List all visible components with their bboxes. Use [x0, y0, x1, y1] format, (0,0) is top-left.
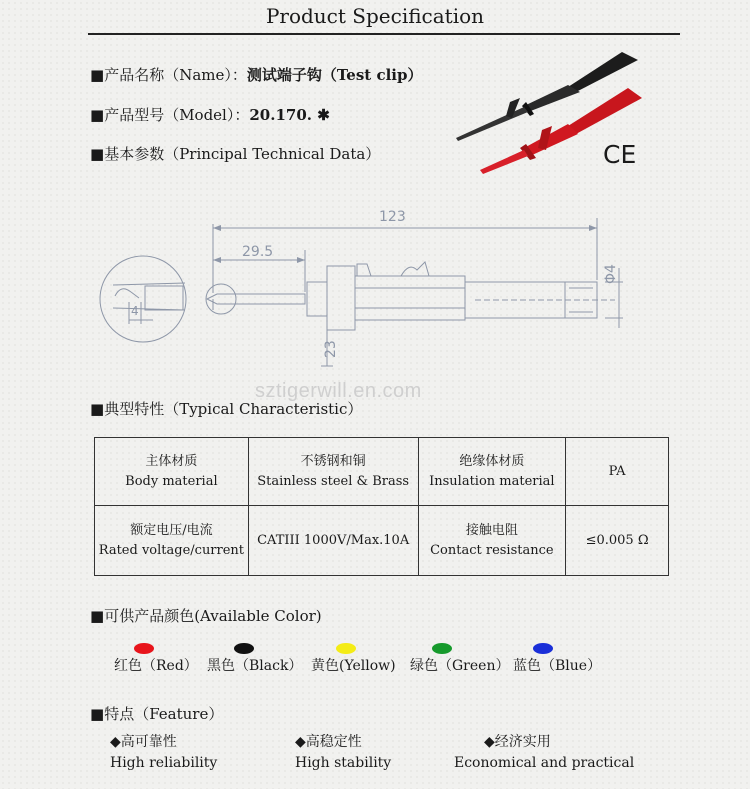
product-model-row: [90, 104, 330, 125]
ce-mark-icon: CE: [603, 140, 637, 169]
black-clip-icon: [456, 52, 638, 141]
yellow-swatch-icon: [336, 643, 356, 654]
table-cell: 接触电阻 Contact resistance: [418, 506, 566, 576]
typical-heading: [90, 398, 362, 419]
square-bullet-icon: ■: [90, 400, 105, 418]
color-label-yellow: 黄色(Yellow): [311, 658, 396, 674]
square-bullet-icon: ■: [90, 106, 105, 124]
feature-item: ◆经济实用 Economical and practical: [454, 734, 635, 771]
square-bullet-icon: ■: [90, 66, 105, 84]
black-swatch-icon: [234, 643, 254, 654]
typical-label: 典型特性（Typical Characteristic）: [104, 400, 363, 418]
spec-table: [94, 437, 669, 576]
feature-label: 特点（Feature）: [104, 705, 224, 723]
square-bullet-icon: ■: [90, 145, 105, 163]
green-swatch-icon: [432, 643, 452, 654]
table-cell: CATIII 1000V/Max.10A: [248, 506, 418, 576]
dim-total-length: 123: [379, 209, 406, 225]
red-swatch-icon: [134, 643, 154, 654]
color-label-green: 绿色（Green）: [410, 658, 510, 674]
model-label: 产品型号（Model）：: [104, 106, 250, 124]
params-heading: [90, 143, 380, 164]
model-value: 20.170. ✱: [249, 106, 330, 124]
product-name-row: [90, 64, 422, 85]
dim-diameter: Φ4: [603, 264, 619, 284]
square-bullet-icon: ■: [90, 607, 105, 625]
feature-heading: [90, 703, 223, 724]
page-title: Product Specification: [265, 4, 485, 28]
name-value: 测试端子钩（Test clip）: [246, 66, 423, 84]
table-cell: 额定电压/电流 Rated voltage/current: [95, 506, 249, 576]
dim-tip-length: 29.5: [242, 244, 274, 260]
feature-item: ◆高稳定性 High stability: [295, 734, 392, 771]
dim-height: 23: [323, 340, 339, 358]
detail-circle: [100, 256, 186, 342]
feature-item: ◆高可靠性 High reliability: [110, 734, 218, 771]
color-label-red: 红色（Red）: [114, 658, 198, 674]
table-cell: ≤0.005 Ω: [566, 506, 669, 576]
colors-heading: [90, 605, 322, 626]
name-label: 产品名称（Name）：: [104, 66, 247, 84]
dim-hook: 4: [131, 304, 139, 318]
table-cell: 绝缘体材质 Insulation material: [418, 438, 566, 506]
color-label-blue: 蓝色（Blue）: [513, 658, 602, 674]
technical-drawing: [95, 198, 635, 378]
table-row: [95, 438, 669, 506]
colors-label: 可供产品颜色(Available Color): [104, 607, 322, 625]
square-bullet-icon: ■: [90, 705, 105, 723]
table-cell: 主体材质 Body material: [95, 438, 249, 506]
table-cell: 不锈钢和铜 Stainless steel & Brass: [248, 438, 418, 506]
params-label: 基本参数（Principal Technical Data）: [104, 145, 381, 163]
table-row: [95, 506, 669, 576]
title-divider: [88, 33, 680, 35]
table-cell: PA: [566, 438, 669, 506]
watermark: sztigerwill.en.com: [255, 380, 422, 402]
blue-swatch-icon: [533, 643, 553, 654]
color-label-black: 黑色（Black）: [207, 658, 303, 674]
